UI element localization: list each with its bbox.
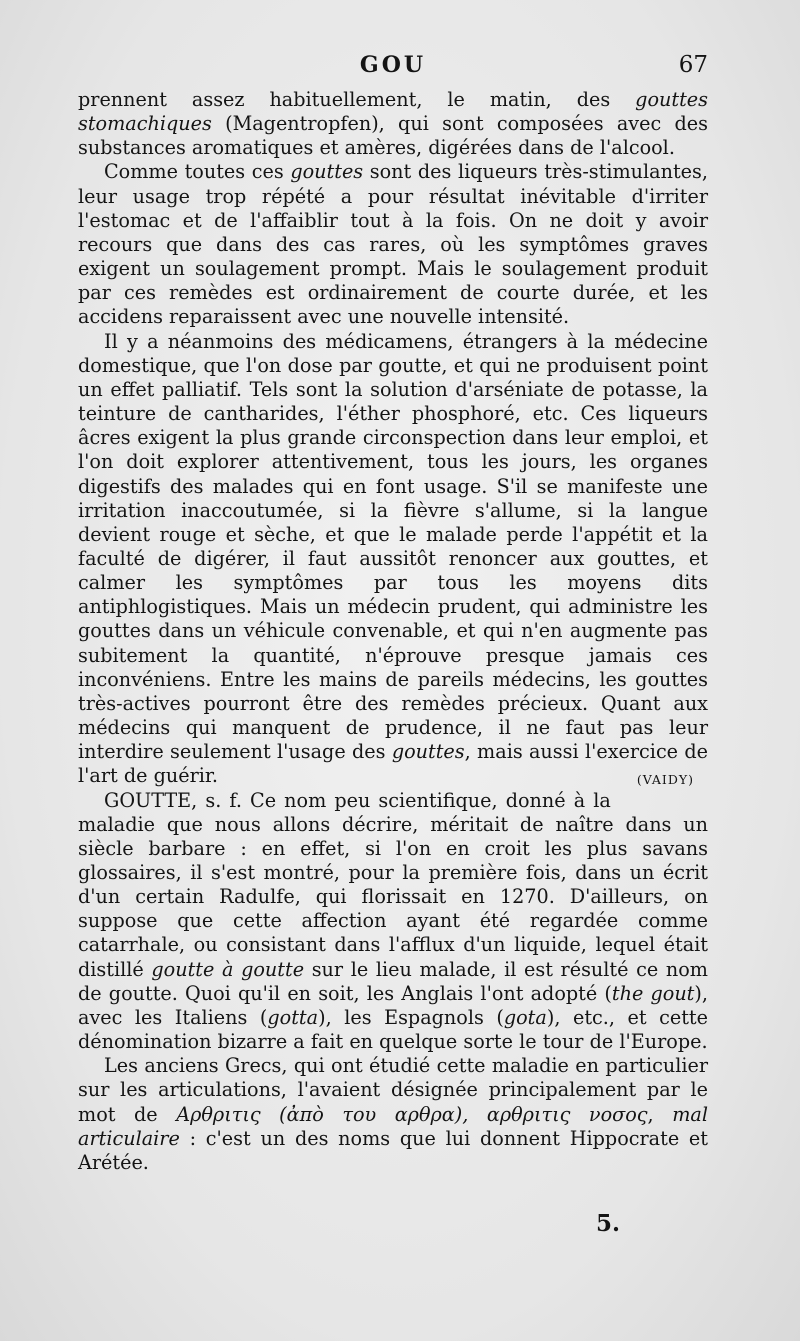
text-run: sont des liqueurs très-stimulantes, leur usage trop répété a pour résultat inévitable d'irriter l'estomac et de l'affaiblir tout à la fois. On ne doit y avoir recours que dans des cas rares, où les symptômes graves exigent un soulagement prompt. Mais le soulagement produit par ces remèdes est ordinairement de courte durée, et les accidens reparaissent avec une nouvelle intensité. xyxy=(78,160,708,329)
greek-term: Αρθριτις (ἀπὸ του αρθρα), αρθριτις νοσος xyxy=(176,1102,648,1126)
italic-term: gouttes xyxy=(290,160,364,184)
running-head: GOU xyxy=(359,52,427,78)
text-run: (Magentropfen), qui sont composées avec des substances aromatiques et amères, digérées dans de l'alcool. xyxy=(78,112,708,160)
body-text xyxy=(78,88,708,1175)
text-run: GOUTTE, s. f. Ce nom peu scientifique, donné à la maladie que nous allons décrire, méritait de naître dans un siècle barbare : en effet, si l'on en croit les plus savans glossaires, il s'est montré, pour la première fois, dans un écrit d'un certain Radulfe, qui florissait en 1270. D'ailleurs, on suppose que cette affection ayant été regardée comme catarrhale, ou consistant dans l'afflux d'un liquide, lequel était distillé xyxy=(78,788,708,981)
paragraph-5 xyxy=(78,1054,708,1175)
italic-term: the gout xyxy=(611,981,695,1005)
text-run: Comme toutes ces xyxy=(104,160,291,184)
paragraph-3 xyxy=(78,330,708,789)
author-signature: (VAIDY) xyxy=(636,772,694,788)
text-run: , xyxy=(647,1102,673,1126)
text-run: : c'est un des noms que lui donnent Hippocrate et Arétée. xyxy=(78,1126,708,1174)
text-run: , mais aussi l'exercice de l'art de guérir. xyxy=(78,740,708,788)
italic-term: goutte à goutte xyxy=(151,957,305,981)
italic-term: gota xyxy=(503,1005,547,1029)
text-run: ), les Espagnols ( xyxy=(318,1005,504,1029)
text-run: ), avec les Italiens ( xyxy=(78,981,708,1029)
text-run: prennent assez habituellement, le matin, des xyxy=(78,88,636,111)
italic-term: gouttes xyxy=(391,740,465,764)
paragraph-2 xyxy=(78,160,708,329)
text-run: sur le lieu malade, il est résulté ce nom de goutte. Quoi qu'il en soit, les Anglais l'ont adopté ( xyxy=(78,957,708,1005)
text-run: Les anciens Grecs, qui ont étudié cette maladie en particulier sur les articulations, l'avaient désignée principalement par le mot de xyxy=(78,1054,708,1126)
text-run: ), etc., et cette dénomination bizarre a fait en quelque sorte le tour de l'Europe. xyxy=(78,1005,708,1054)
signature-mark: 5. xyxy=(596,1210,621,1237)
page-header xyxy=(78,52,708,86)
paragraph-1 xyxy=(78,88,708,160)
paragraph-4 xyxy=(78,789,708,1055)
text-run: Il y a néanmoins des médicamens, étrangers à la médecine domestique, que l'on dose par goutte, et qui ne produisent point un effet palliatif. Tels sont la solution d'arséniate de potasse, la teinture de cantharides, l'éther phosphoré, etc. Ces liqueurs âcres exigent la plus grande circonspection dans leur emploi, et l'on doit explorer attentivement, tous les jours, les organes digestifs des malades qui en font usage. S'il se manifeste une irritation inaccoutumée, si la fièvre s'allume, si la langue devient rouge et sèche, et que le malade perde l'appétit et la faculté de digérer, il faut aussitôt renoncer aux gouttes, et calmer les symptômes par tous les moyens dits antiphlogistiques. Mais un médecin prudent, qui administre les gouttes dans un véhicule convenable, et qui n'en augmente pas subitement la quantité, n'éprouve presque jamais ces inconvéniens. Entre les mains de pareils médecins, les gouttes très-actives pourront être des remèdes précieux. Quant aux médecins qui manquent de prudence, il ne faut pas leur interdire seulement l'usage des xyxy=(78,329,708,764)
italic-term: gouttes stomachiques xyxy=(78,88,708,136)
italic-term: mal articulaire xyxy=(78,1102,708,1150)
italic-term: gotta xyxy=(267,1005,319,1029)
page-number: 67 xyxy=(678,52,708,78)
